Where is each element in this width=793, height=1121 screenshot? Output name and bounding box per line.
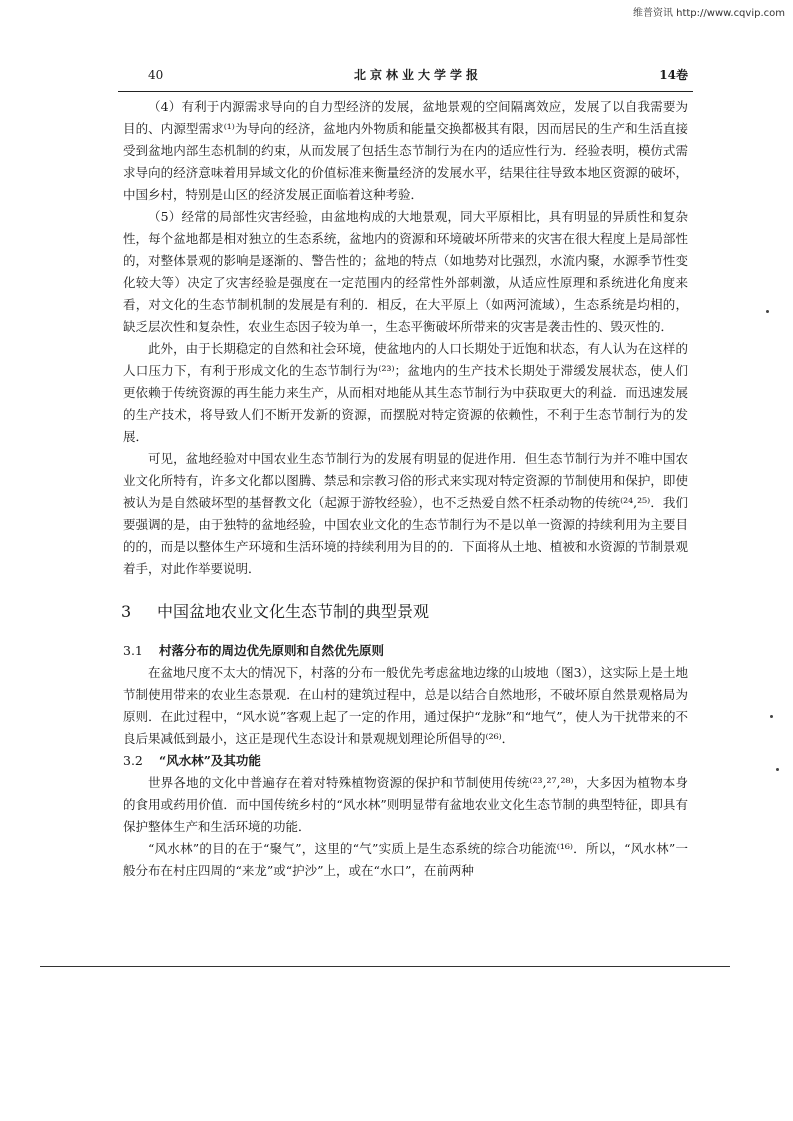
section-title: 中国盆地农业文化生态节制的典型景观 (157, 602, 430, 621)
subsection-number: 3.1 (123, 643, 143, 658)
watermark: 维普资讯 http://www.cqvip.com (632, 8, 785, 19)
section-heading (121, 600, 688, 624)
scan-speck (766, 310, 769, 313)
bottom-rule (40, 966, 730, 967)
paragraph-population: 此外，由于长期稳定的自然和社会环境，使盆地内的人口长期处于近饱和状态，有人认为在这样的人口压力下，有利于形成文化的生态节制行为⁽²³⁾；盆地内的生产技术长期处于滞缓发展状态，使人们更依赖于传统资源的再生能力来生产，从而相对地能从其生态节制行为中获取更大的利益．而迅速发展的生产技术，将导致人们不断开发新的资源，而摆脱对特定资源的依赖性，不利于生态节制行为的发展． (123, 341, 688, 444)
header-rule (118, 91, 693, 92)
section-number: 3 (121, 602, 132, 621)
scan-speck (776, 768, 779, 771)
subsection-heading-3-2 (123, 750, 688, 772)
subsection-heading-3-1 (123, 640, 688, 662)
paragraph-village: 在盆地尺度不太大的情况下，村落的分布一般优先考虑盆地边缘的山坡地（图3），这实际上是土地节制使用带来的农业生态景观．在山村的建筑过程中，总是以结合自然地形，不破坏原自然景观格局为原则．在此过程中，“风水说”客观上起了一定的作用，通过保护“龙脉”和“地气”，使人为干扰带来的不良后果减低到最小，这正是现代生态设计和景观规划理论所倡导的⁽²⁶⁾． (123, 665, 688, 746)
running-header (148, 66, 688, 86)
paragraph-item-4: （4）有利于内源需求导向的自力型经济的发展，盆地景观的空间隔离效应，发展了以自我需要为目的、内源型需求⁽¹⁾为导向的经济，盆地内外物质和能量交换都极其有限，因而居民的生产和生活直接受到盆地内部生态机制的约束，从而发展了包括生态节制行为在内的适应性行为．经验表明，模仿式需求导向的经济意味着用异域文化的价值标准来衡量经济的发展水平，结果往往导致本地区资源的破坏，中国乡村，特别是山区的经济发展正面临着这种考验． (123, 99, 688, 202)
paragraph-fengshui-1: 世界各地的文化中普遍存在着对特殊植物资源的保护和节制使用传统⁽²³,²⁷,²⁸⁾，大多因为植物本身的食用或药用价值．而中国传统乡村的“风水林”则明显带有盆地农业文化生态节制的典型特征，即具有保护整体生产和生活环境的功能． (123, 775, 688, 834)
scan-speck (770, 715, 773, 718)
paragraph-item-5: （5）经常的局部性灾害经验，由盆地构成的大地景观，同大平原相比，具有明显的异质性和复杂性，每个盆地都是相对独立的生态系统，盆地内的资源和环境破坏所带来的灾害在很大程度上是局部性的，对整体景观的影响是逐渐的、警告性的；盆地的特点（如地势对比强烈，水流内聚，水源季节性变化较大等）决定了灾害经验是强度在一定范围内的经常性外部刺激，从适应性原理和系统进化角度来看，对文化的生态节制机制的发展是有利的．相反，在大平原上（如两河流域），生态系统是均相的，缺乏层次性和复杂性，农业生态因子较为单一，生态平衡破坏所带来的灾害是袭击性的、毁灭性的． (123, 209, 688, 334)
subsection-number: 3.2 (123, 753, 143, 768)
journal-name: 北京林业大学学报 (353, 68, 482, 82)
article-body (123, 96, 688, 882)
subsection-title: “风水林”及其功能 (159, 753, 261, 768)
paragraph-conclusion: 可见，盆地经验对中国农业生态节制行为的发展有明显的促进作用．但生态节制行为并不唯中国农业文化所特有，许多文化都以图腾、禁忌和宗教习俗的形式来实现对特定资源的节制使用和保护，即使被认为是自然破坏型的基督教文化（起源于游牧经验），也不乏热爱自然不枉杀动物的传统⁽²⁴,²⁵⁾．我们要强调的是，由于独特的盆地经验，中国农业文化的生态节制行为不是以单一资源的持续利用为主要目的的，而是以整体生产环境和生活环境的持续利用为目的的．下面将从土地、植被和水资源的节制景观着手，对此作举要说明． (123, 451, 688, 576)
subsection-title: 村落分布的周边优先原则和自然优先原则 (159, 643, 385, 658)
page-number: 40 (148, 68, 164, 82)
volume-label: 14卷 (659, 68, 688, 82)
paragraph-fengshui-2: “风水林”的目的在于“聚气”，这里的“气”实质上是生态系统的综合功能流⁽¹⁶⁾．所以，“风水林”一般分布在村庄四周的“来龙”或“护沙”上，或在“水口”，在前两种 (123, 841, 688, 878)
